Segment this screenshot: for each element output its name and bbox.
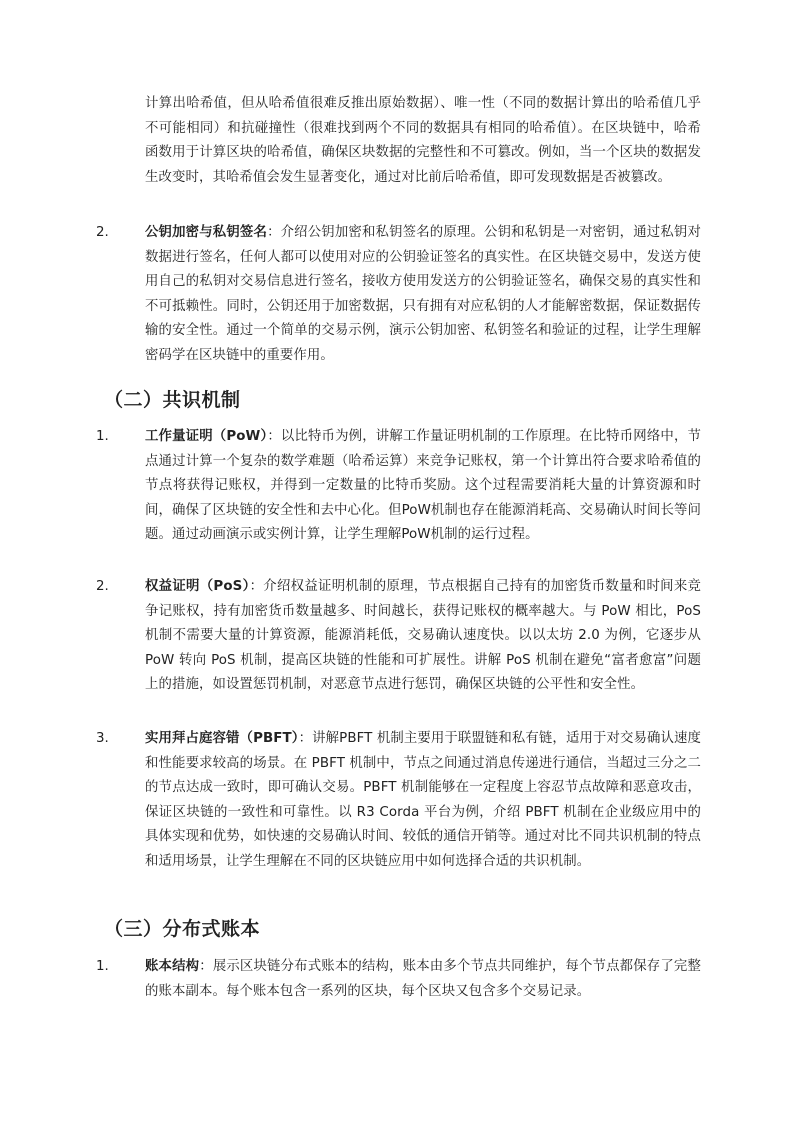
list-number: 1. <box>96 429 109 444</box>
continuation-text: 计算出哈希值，但从哈希值很难反推出原始数据）、唯一性（不同的数据计算出的哈希值几乎不可能相同）和抗碰撞性（很难找到两个不同的数据具有相同的哈希值）。在区块链中，哈希函数用于计算区块的哈希值，确保区块数据的完整性和不可篡改。例如，当一个区块的数据发生改变时，其哈希值会发生显著变化，通过对比前后哈希值，即可发现数据是否被篡改。 <box>145 96 701 185</box>
item-separator: ： <box>267 429 281 444</box>
item-separator: ： <box>249 579 264 594</box>
item-title: 权益证明（PoS） <box>145 579 250 594</box>
item-separator: ： <box>199 959 213 974</box>
item-body: 介绍公钥加密和私钥签名的原理。公钥和私钥是一对密钥，通过私钥对数据进行签名，任何人都可以使用对应的公钥验证签名的真实性。在区块链交易中，发送方使用自己的私钥对交易信息进行签名，接收方使用发送方的公钥验证签名，确保交易的真实性和不可抵赖性。同时，公钥还用于加密数据，只有拥有对应私钥的人才能解密数据，保证数据传输的安全性。通过一个简单的交易示例，演示公钥加密、私钥签名和验证的过程，让学生理解密码学在区块链中的重要作用。 <box>145 225 701 363</box>
section-heading-consensus: （二）共识机制 <box>104 389 241 411</box>
hash-function-continuation <box>145 92 701 190</box>
item-title: 工作量证明（PoW） <box>145 429 268 444</box>
list-item-ledger-structure <box>145 955 701 1004</box>
item-body: 以比特币为例，讲解工作量证明机制的工作原理。在比特币网络中，节点通过计算一个复杂的数学难题（哈希运算）来竞争记账权，第一个计算出符合要求哈希值的节点将获得记账权，并得到一定数量的比特币奖励。这个过程需要消耗大量的计算资源和时间，确保了区块链的安全性和去中心化。但PoW机制也存在能源消耗高、交易确认时间长等问题。通过动画演示或实例计算，让学生理解PoW机制的运行过程。 <box>145 429 701 543</box>
list-item-pbft <box>145 727 701 875</box>
item-separator: ： <box>267 225 281 240</box>
section-heading-distributed-ledger: （三）分布式账本 <box>104 918 261 940</box>
list-item-pos <box>145 575 701 698</box>
item-body: 展示区块链分布式账本的结构，账本由多个节点共同维护，每个节点都保存了完整的账本副本。每个账本包含一系列的区块，每个区块又包含多个交易记录。 <box>145 959 701 999</box>
item-title: 公钥加密与私钥签名 <box>145 225 268 240</box>
list-number: 2. <box>96 225 109 240</box>
list-item-pow <box>145 425 701 548</box>
item-body: 讲解PBFT 机制主要用于联盟链和私有链，适用于对交易确认速度和性能要求较高的场景。在 PBFT 机制中，节点之间通过消息传递进行通信，当超过三分之二的节点达成一致时，即可确认交易。PBFT 机制能够在一定程度上容忍节点故障和恶意攻击，保证区块链的一致性和可靠性。以 R3 Corda 平台为例，介绍 PBFT 机制在企业级应用中的具体实现和优势，如快速的交易确认时间、较低的通信开销等。通过对比不同共识机制的特点和适用场景，让学生理解在不同的区块链应用中如何选择合适的共识机制。 <box>145 731 702 869</box>
item-separator: ： <box>298 731 313 746</box>
item-title: 实用拜占庭容错（PBFT） <box>145 731 299 746</box>
list-number: 1. <box>96 959 109 974</box>
list-number: 3. <box>96 731 109 746</box>
item-body: 介绍权益证明机制的原理，节点根据自己持有的加密货币数量和时间来竞争记账权，持有加密货币数量越多、时间越长，获得记账权的概率越大。与 PoW 相比，PoS 机制不需要大量的计算资源，能源消耗低，交易确认速度快。以以太坊 2.0 为例，它逐步从 PoW 转向 PoS 机制，提高区块链的性能和可扩展性。讲解 PoS 机制在避免“富者愈富”问题上的措施，如设置惩罚机制，对恶意节点进行惩罚，确保区块链的公平性和安全性。 <box>145 579 701 693</box>
list-number: 2. <box>96 579 109 594</box>
item-title: 账本结构 <box>145 959 200 974</box>
list-item-public-key <box>145 221 701 369</box>
